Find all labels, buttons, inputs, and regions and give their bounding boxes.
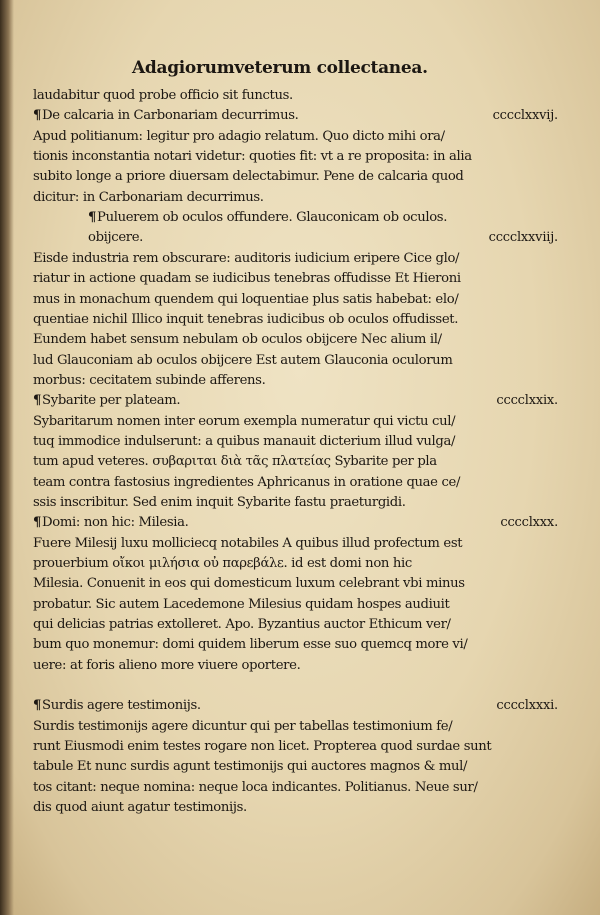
text-line (33, 718, 452, 736)
line-text: lud Glauconiam ab oculos obijcere Est autem Glauconia oculorum (33, 352, 453, 368)
line-text: probatur. Sic autem Lacedemone Milesius quidam hospes audiuit (33, 596, 450, 612)
line-text: runt Eiusmodi enim testes rogare non licet. Propterea quod surdae sunt (33, 738, 492, 754)
text-line (33, 189, 264, 207)
text-line (33, 453, 437, 471)
line-text: Apud politianum: legitur pro adagio relatum. Quo dicto mihi ora/ (33, 128, 445, 144)
text-line (33, 758, 467, 776)
pilcrow-icon: ¶ (33, 108, 42, 124)
text-line (33, 392, 180, 410)
adage-number: cccclxxxi. (496, 698, 558, 714)
text-line (33, 372, 265, 390)
line-text: uere: at foris alieno more viuere oportere. (33, 657, 301, 673)
text-line (33, 555, 412, 573)
text-line (33, 535, 462, 553)
running-header: Adagiorumveterum collectanea. (132, 58, 428, 78)
line-text: tionis inconstantia notari videtur: quoties fit: vt a re proposita: in alia (33, 149, 472, 165)
text-line (33, 738, 491, 756)
text-line (33, 514, 189, 532)
text-line (33, 494, 406, 512)
text-line (33, 331, 442, 349)
text-line (33, 107, 299, 125)
line-text: Milesia. Conuenit in eos qui domesticum luxum celebrant vbi minus (33, 576, 465, 592)
pilcrow-icon: ¶ (33, 393, 42, 409)
text-line (33, 474, 460, 492)
line-text: qui delicias patrias extolleret. Apo. Byzantius auctor Ethicum ver/ (33, 617, 451, 633)
adage-number: cccclxxix. (496, 393, 558, 409)
line-text: obijcere. (88, 230, 144, 246)
text-line (33, 128, 445, 146)
line-text: morbus: cecitatem subinde afferens. (33, 372, 266, 388)
line-text: Sybarite per plateam. (42, 393, 181, 409)
line-text: dis quod aiunt agatur testimonijs. (33, 799, 247, 815)
text-line (33, 270, 461, 288)
text-line (33, 596, 449, 614)
adage-number: cccclxxviij. (488, 230, 558, 246)
text-line (33, 291, 458, 309)
line-text: ssis inscribitur. Sed enim inquit Sybarite fastu praeturgidi. (33, 495, 406, 510)
adage-number: cccclxxx. (500, 515, 558, 531)
text-line (33, 250, 459, 268)
text-line (33, 148, 472, 166)
line-text: team contra fastosius ingredientes Aphricanus in oratione quae ce/ (33, 474, 461, 490)
text-line (33, 636, 467, 654)
line-text: prouerbium οἴκοι μιλήσια οὐ παρεβάλε. id est domi non hic (33, 556, 412, 572)
adage-number: cccclxxvij. (492, 108, 558, 124)
line-text: quentiae nichil Illico inquit tenebras iudicibus ob oculos offudisset. (33, 311, 459, 327)
pilcrow-icon: ¶ (33, 698, 42, 714)
line-text: mus in monachum quendem qui loquentiae plus satis habebat: elo/ (33, 291, 459, 307)
line-text: Puluerem ob oculos offundere. Glauconicam ob oculos. (97, 210, 448, 226)
text-line (33, 311, 458, 329)
pilcrow-icon: ¶ (33, 515, 42, 531)
line-text: tuq immodice indulserunt: a quibus manauit dicterium illud vulga/ (33, 433, 456, 449)
line-text: tabule Et nunc surdis agunt testimonijs qui auctores magnos & mul/ (33, 759, 468, 775)
text-line (33, 413, 455, 431)
line-text: Fuere Milesij luxu molliciecq notabiles A quibus illud profectum est (33, 535, 463, 551)
line-text: Domi: non hic: Milesia. (42, 515, 189, 531)
line-text: dicitur: in Carbonariam decurrimus. (33, 189, 264, 205)
text-line (33, 779, 478, 797)
text-line (33, 697, 201, 715)
line-text: bum quo monemur: domi quidem liberum esse suo quemcq more vi/ (33, 637, 468, 653)
text-line (33, 616, 451, 634)
line-text: Eisde industria rem obscurare: auditoris iudicium eripere Cice glo/ (33, 250, 460, 266)
line-text: Eundem habet sensum nebulam ob oculos obijcere Nec alium il/ (33, 332, 442, 348)
line-text: Sybaritarum nomen inter eorum exempla numeratur qui victu cul/ (33, 413, 456, 429)
text-line (33, 799, 247, 817)
pilcrow-icon: ¶ (88, 210, 97, 226)
text-line (88, 209, 447, 227)
text-line (88, 229, 143, 247)
line-text: tum apud veteres. συβαριται διὰ τᾶς πλατείας Sybarite per pla (33, 454, 437, 470)
line-text: laudabitur quod probe officio sit functus. (33, 88, 293, 103)
line-text: De calcaria in Carbonariam decurrimus. (42, 108, 299, 124)
text-line (33, 87, 293, 105)
text-line (33, 168, 464, 186)
text-line (33, 657, 300, 675)
line-text: subito longe a priore diuersam delectabimur. Pene de calcaria quod (33, 169, 464, 185)
line-text: Surdis agere testimonijs. (42, 698, 201, 714)
line-text: riatur in actione quadam se iudicibus tenebras offudisse Et Hieroni (33, 271, 461, 287)
text-line (33, 352, 452, 370)
line-text: tos citant: neque nomina: neque loca indicantes. Politianus. Neue sur/ (33, 779, 478, 795)
line-text: Surdis testimonijs agere dicuntur qui per tabellas testimonium fe/ (33, 718, 453, 734)
text-line (33, 575, 465, 593)
text-line (33, 433, 455, 451)
